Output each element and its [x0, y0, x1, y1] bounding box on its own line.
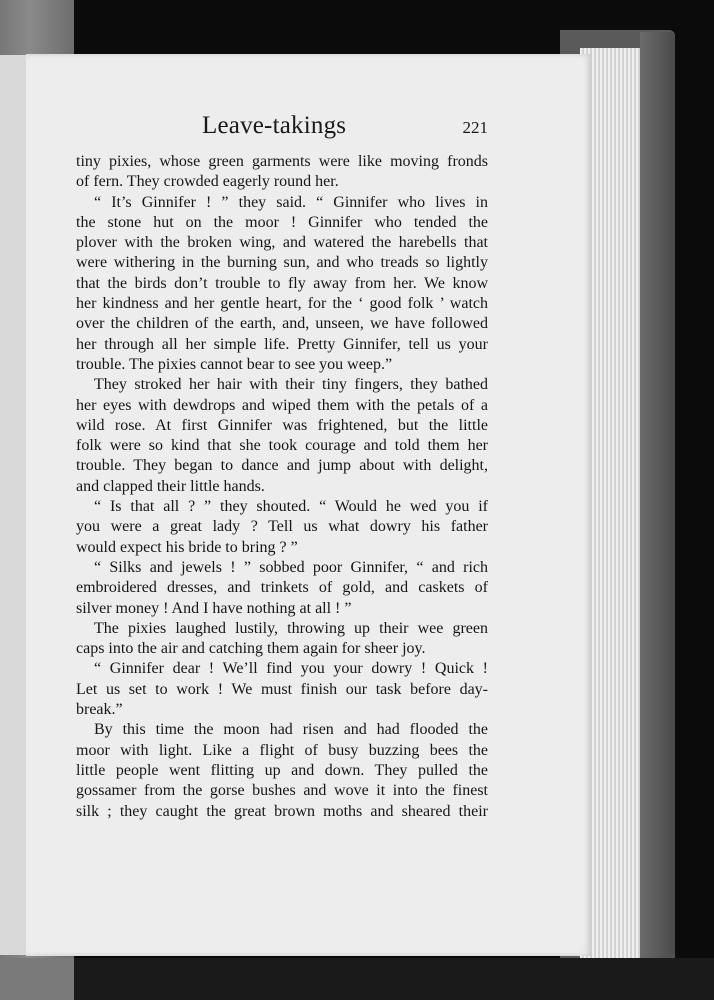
text-line: “ Ginnifer dear ! We’ll find you your dowry ! Quick !	[94, 660, 488, 678]
chapter-title: Leave-takings	[202, 112, 347, 139]
text-line: her through all her simple life. Pretty Ginnifer, tell us your	[76, 335, 488, 353]
text-line: “ Is that all ? ” they shouted. “ Would he wed you if	[94, 498, 488, 516]
text-line: the stone hut on the moor ! Ginnifer who tended the	[76, 213, 488, 231]
text-line: wild rose. At first Ginnifer was frightened, but the little	[76, 416, 488, 434]
left-page-edge	[0, 55, 28, 955]
text-line: would expect his bride to bring ? ”	[76, 538, 298, 556]
body-text	[76, 152, 488, 822]
bottom-left-backdrop	[0, 958, 74, 1000]
text-line: of fern. They crowded eagerly round her.	[76, 173, 339, 191]
text-line: folk were so kind that she took courage and told them her	[76, 437, 488, 455]
text-line: over the children of the earth, and, unseen, we have followed	[76, 315, 488, 333]
text-line: that the birds don’t trouble to fly away from her. We know	[76, 274, 488, 292]
text-line: By this time the moon had risen and had flooded the	[94, 721, 488, 739]
text-line: “ Silks and jewels ! ” sobbed poor Ginnifer, “ and rich	[94, 558, 488, 576]
text-line: were withering in the burning sun, and who treads so lightly	[76, 254, 488, 272]
text-line: and clapped their little hands.	[76, 477, 265, 495]
text-line: tiny pixies, whose green garments were like moving fronds	[76, 153, 488, 170]
text-line: They stroked her hair with their tiny fingers, they bathed	[94, 376, 488, 394]
text-line: break.”	[76, 701, 123, 719]
text-line: her eyes with dewdrops and wiped them with the petals of a	[76, 396, 488, 414]
text-line: gossamer from the gorse bushes and wove it into the finest	[76, 782, 488, 800]
text-line: silver money ! And I have nothing at all ! ”	[76, 599, 352, 617]
text-line: little people went flitting up and down. They pulled the	[76, 761, 488, 779]
text-line: you were a great lady ? Tell us what dowry his father	[76, 518, 488, 536]
book-cover-edge	[640, 32, 675, 958]
text-line: silk ; they caught the great brown moths and sheared their	[76, 802, 488, 820]
bottom-backdrop	[0, 958, 714, 1000]
text-line: caps into the air and catching them again for sheer joy.	[76, 640, 426, 658]
text-line: Let us set to work ! We must finish our task before day-	[76, 680, 488, 698]
text-line: “ It’s Ginnifer ! ” they said. “ Ginnifer who lives in	[94, 193, 488, 211]
running-head	[74, 112, 488, 146]
text-line: The pixies laughed lustily, throwing up their wee green	[94, 619, 488, 637]
text-line: moor with light. Like a flight of busy buzzing bees the	[76, 741, 488, 759]
page-number: 221	[462, 118, 488, 137]
text-line: plover with the broken wing, and watered the harebells that	[76, 234, 488, 252]
text-line: trouble. The pixies cannot bear to see you weep.”	[76, 355, 393, 373]
text-line: embroidered dresses, and trinkets of gold, and caskets of	[76, 579, 488, 597]
text-line: trouble. They began to dance and jump about with delight,	[76, 457, 488, 475]
text-line: her kindness and her gentle heart, for the ‘ good folk ’ watch	[76, 295, 488, 313]
